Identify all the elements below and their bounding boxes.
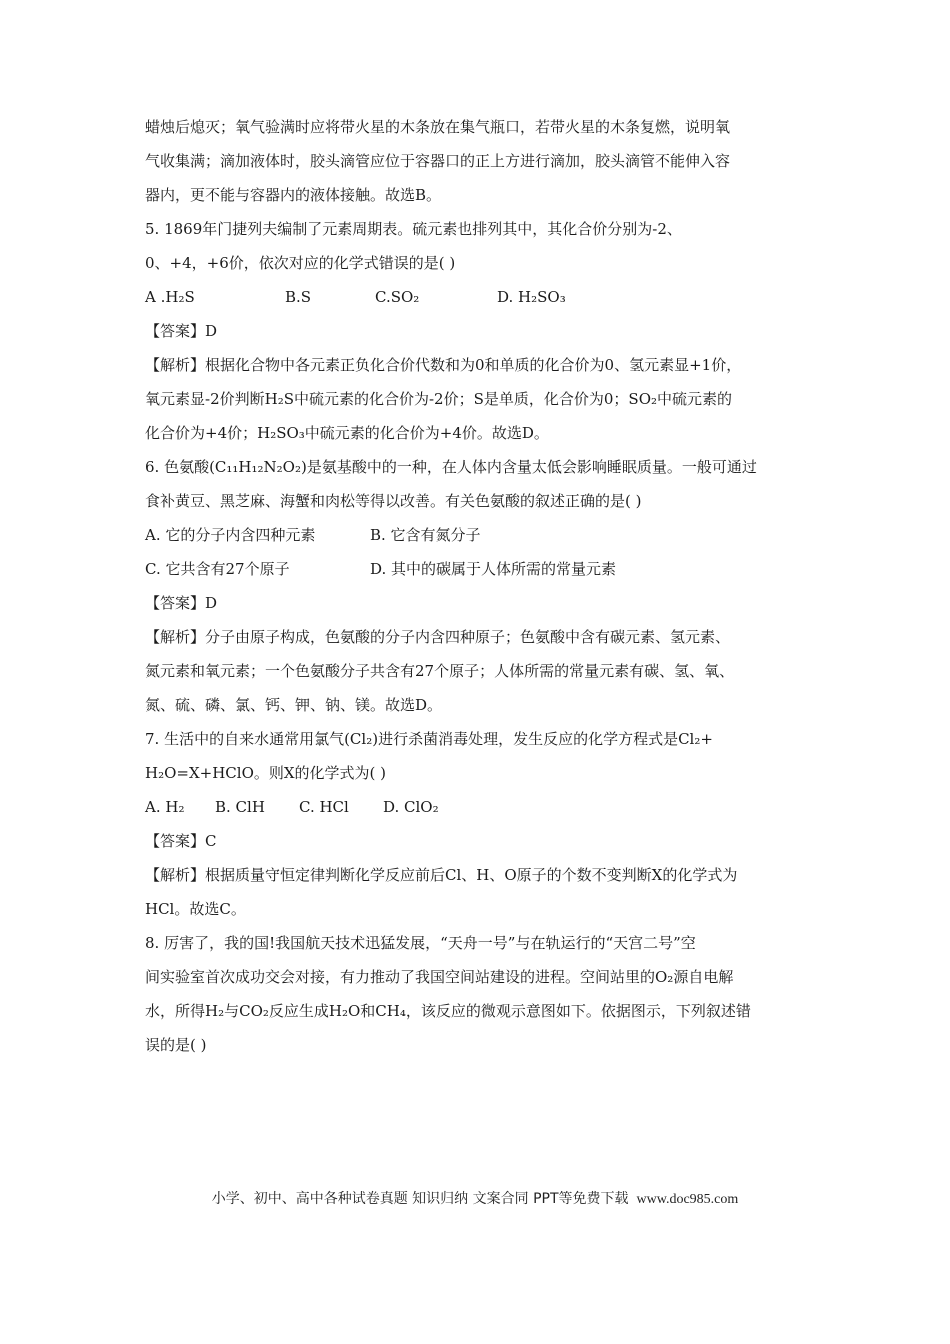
- footer-url: www.doc985.com: [636, 1192, 739, 1207]
- question-text-line: H₂O=X+HClO。则X的化学式为( ): [145, 764, 387, 782]
- analysis-line: 氧元素显-2价判断H₂S中硫元素的化合价为-2价；S是单质，化合价为0；SO₂中硫元素的: [145, 390, 733, 408]
- question-text-line: 误的是( ): [145, 1036, 207, 1054]
- footer-text: 小学、初中、高中各种试卷真题 知识归纳 文案合同 PPT等免费下载: [211, 1191, 629, 1207]
- option-b: B. ClH: [215, 798, 265, 816]
- option-c: C. HCl: [299, 798, 349, 816]
- analysis-line: 【解析】根据化合物中各元素正负化合价代数和为0和单质的化合价为0、氢元素显+1价，: [145, 356, 742, 374]
- document-page: [145, 110, 810, 1062]
- question-text-line: 水，所得H₂与CO₂反应生成H₂O和CH₄，该反应的微观示意图如下。依据图示，下列叙述错: [145, 1002, 751, 1020]
- answer-options: [145, 280, 810, 314]
- question-text-line: 8. 厉害了，我的国!我国航天技术迅猛发展，“天舟一号”与在轨运行的“天宫二号”空: [145, 934, 696, 952]
- option-d: D. ClO₂: [383, 798, 439, 816]
- text-line: 器内，更不能与容器内的液体接触。故选B。: [145, 186, 442, 204]
- answer-line: 【答案】D: [145, 322, 218, 340]
- option-c: C.SO₂: [375, 288, 420, 306]
- option-a: A .H₂S: [145, 288, 195, 306]
- option-b: B.S: [285, 288, 312, 306]
- intro-paragraph: [145, 110, 810, 212]
- answer-options: [145, 552, 810, 586]
- analysis-line: 氮元素和氧元素；一个色氨酸分子共含有27个原子；人体所需的常量元素有碳、氢、氧、: [145, 662, 735, 680]
- question-text-line: 7. 生活中的自来水通常用氯气(Cl₂)进行杀菌消毒处理，发生反应的化学方程式是Cl₂+: [145, 730, 713, 748]
- analysis-line: 氮、硫、磷、氯、钙、钾、钠、镁。故选D。: [145, 696, 443, 714]
- analysis-line: 化合价为+4价；H₂SO₃中硫元素的化合价为+4价。故选D。: [145, 424, 549, 442]
- answer-line: 【答案】C: [145, 832, 217, 850]
- analysis-line: HCl。故选C。: [145, 900, 246, 918]
- question-text-line: 5. 1869年门捷列夫编制了元素周期表。硫元素也排列其中，其化合价分别为-2、: [145, 220, 682, 238]
- analysis-line: 【解析】根据质量守恒定律判断化学反应前后Cl、H、O原子的个数不变判断X的化学式为: [145, 866, 738, 884]
- question-text-line: 食补黄豆、黑芝麻、海蟹和肉松等得以改善。有关色氨酸的叙述正确的是( ): [145, 492, 642, 510]
- option-d: D. H₂SO₃: [497, 288, 566, 306]
- option-b: B. 它含有氮分子: [370, 526, 481, 544]
- answer-line: 【答案】D: [145, 594, 218, 612]
- option-a: A. H₂: [145, 798, 185, 816]
- question-6: [145, 450, 810, 722]
- question-5: [145, 212, 810, 450]
- option-d: D. 其中的碳属于人体所需的常量元素: [370, 560, 617, 578]
- answer-options: [145, 518, 810, 552]
- text-line: 气收集满；滴加液体时，胶头滴管应位于容器口的正上方进行滴加，胶头滴管不能伸入容: [145, 152, 731, 170]
- option-c: C. 它共含有27个原子: [145, 560, 290, 578]
- question-8: [145, 926, 810, 1062]
- question-7: [145, 722, 810, 926]
- question-text-line: 间实验室首次成功交会对接，有力推动了我国空间站建设的进程。空间站里的O₂源自电解: [145, 968, 734, 986]
- option-a: A. 它的分子内含四种元素: [145, 526, 316, 544]
- analysis-line: 【解析】分子由原子构成，色氨酸的分子内含四种原子；色氨酸中含有碳元素、氢元素、: [145, 628, 731, 646]
- page-footer: [0, 1188, 950, 1208]
- answer-options: [145, 790, 810, 824]
- text-line: 蜡烛后熄灭；氧气验满时应将带火星的木条放在集气瓶口，若带火星的木条复燃，说明氧: [145, 118, 731, 136]
- question-text-line: 0、+4，+6价，依次对应的化学式错误的是( ): [145, 254, 456, 272]
- question-text-line: 6. 色氨酸(C₁₁H₁₂N₂O₂)是氨基酸中的一种，在人体内含量太低会影响睡眠质量。一般可通过: [145, 458, 757, 476]
